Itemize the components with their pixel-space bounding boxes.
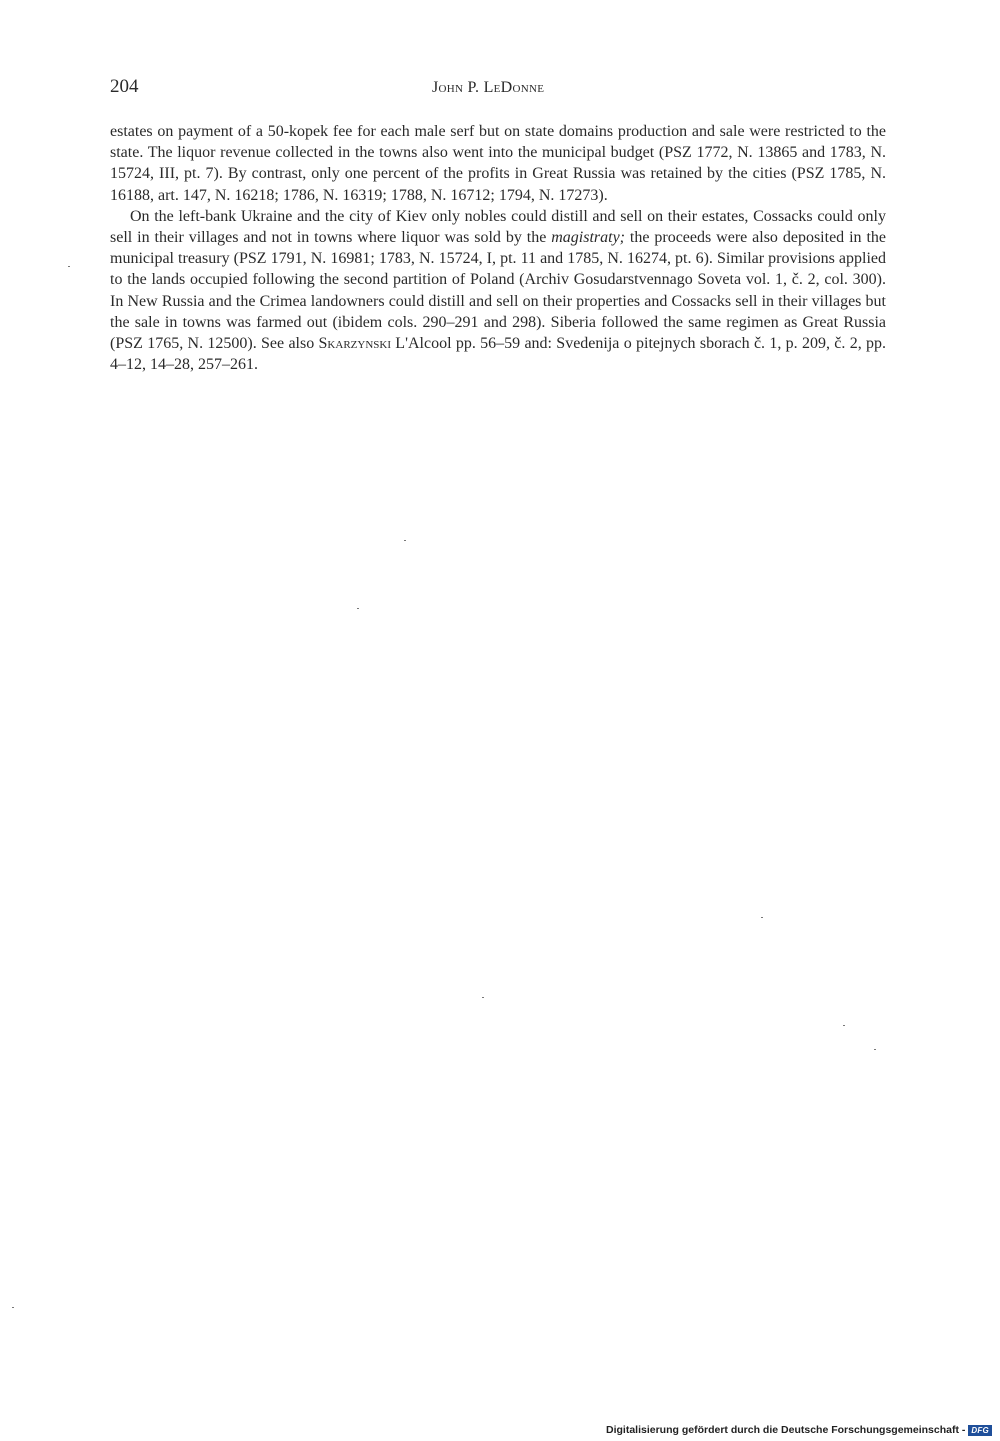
- scan-speck: [12, 1307, 14, 1308]
- scan-speck: [404, 540, 406, 541]
- paragraph-text-part-3: L'Alcool pp. 56–59 and: Svedenija o pitejnych sborach č. 1, p. 209, č. 2, pp. 4–12, 14–28, 257–261.: [110, 335, 887, 374]
- author-smallcaps: Skarzynski: [318, 335, 391, 353]
- paragraph-continuation: estates on payment of a 50-kopek fee for each male serf but on state domains production and sale were restricted to the state. The liquor revenue collected in the towns also went into the municipal budget (PSZ 1772, N. 13865 and 1783, N. 15724, III, pt. 7). By contrast, only one percent of the profits in Great Russia was retained by the cities (PSZ 1785, N. 16188, art. 147, N. 16218; 1786, N. 16319; 1788, N. 16712; 1794, N. 17273).: [110, 123, 886, 204]
- running-head: John P. LeDonne: [432, 79, 545, 96]
- dfg-logo: DFG: [968, 1425, 992, 1436]
- scan-speck: [68, 266, 70, 267]
- page-number: 204: [110, 76, 139, 97]
- scan-speck: [843, 1025, 845, 1026]
- paragraph-text-part-1: On the left-bank Ukraine and the city of Kiev only nobles could distill and sell on their estates, Cossacks could only sell in their villages and not in towns where liquor was sold by the: [110, 207, 886, 247]
- scan-speck: [357, 608, 359, 609]
- digitization-footer: [606, 1424, 992, 1436]
- italic-term: magistraty;: [551, 229, 625, 247]
- paragraph-text-part-2: the proceeds were also deposited in the municipal treasury (PSZ 1791, N. 16981; 1783, N. 15724, I, pt. 11 and 1785, N. 16274, pt. 6). Similar provisions applied to the lands occupied following the second partition of Poland (Archiv Gosudarstvennago Soveta vol. 1, č. 2, col. 300). In New Russia and the Crimea landowners could distill and sell on their properties and Cossacks sell in their villages but the sale in towns was farmed out (ibidem cols. 290–291 and 298). Siberia followed the same regimen as Great Russia (PSZ 1765, N. 12500). See also: [110, 229, 887, 353]
- scan-speck: [874, 1049, 876, 1050]
- scan-speck: [482, 997, 484, 998]
- scan-speck: [761, 917, 763, 918]
- footer-text: Digitalisierung gefördert durch die Deutsche Forschungsgemeinschaft -: [606, 1424, 966, 1436]
- paragraph-left-bank-ukraine: [110, 206, 886, 376]
- body-text: [110, 121, 886, 375]
